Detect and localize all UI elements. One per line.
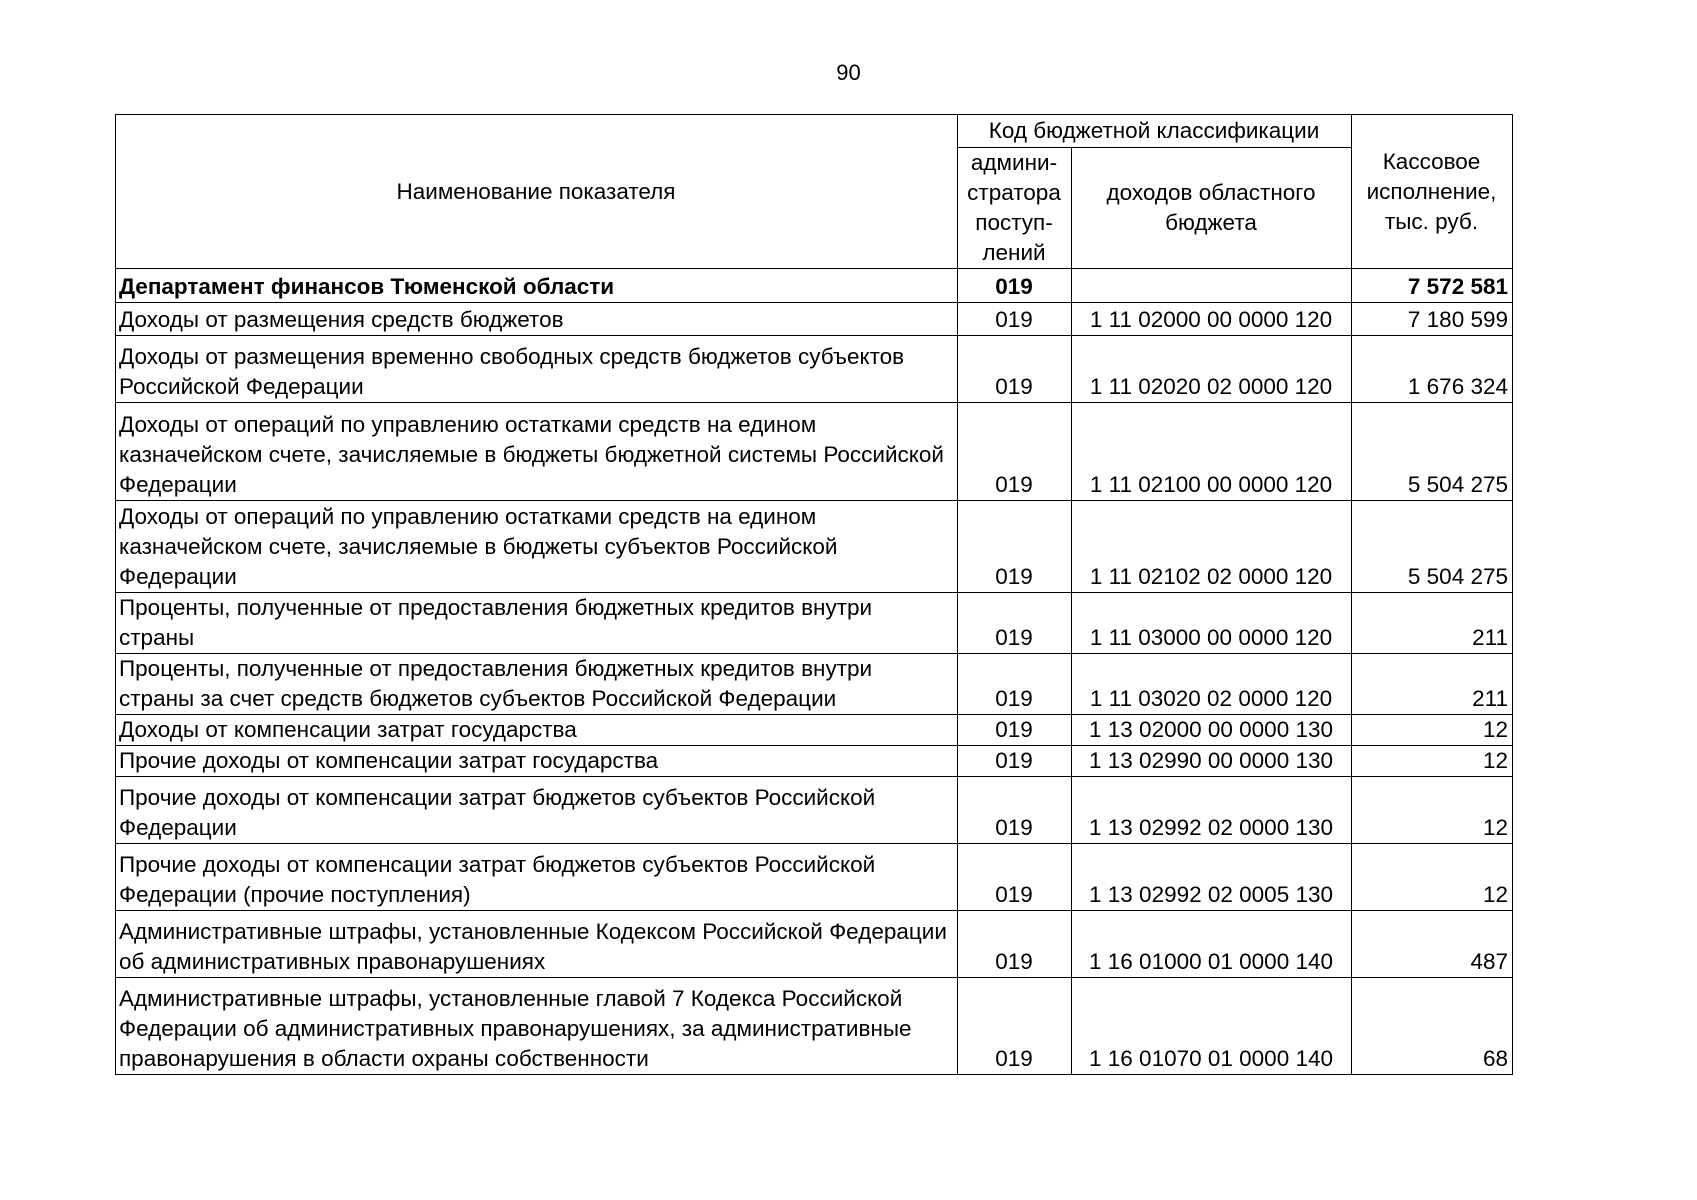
row-income-code-cell: 1 16 01000 01 0000 140	[1072, 911, 1352, 978]
table-row	[116, 715, 1513, 746]
row-name-cell: Проценты, полученные от предоставления бюджетных кредитов внутри страны за счет средств бюджетов субъектов Российской Федерации	[116, 654, 958, 715]
row-amount-cell: 487	[1352, 911, 1513, 978]
row-admin-code-cell: 019	[958, 911, 1072, 978]
row-income-code-cell: 1 11 02000 00 0000 120	[1072, 303, 1352, 336]
row-name-cell: Прочие доходы от компенсации затрат бюджетов субъектов Российской Федерации	[116, 777, 958, 844]
row-admin-code-cell: 019	[958, 303, 1072, 336]
row-name-cell: Доходы от операций по управлению остатками средств на едином казначейском счете, зачисляемые в бюджеты бюджетной системы Российской Федерации	[116, 403, 958, 501]
row-admin-code-cell: 019	[958, 777, 1072, 844]
table-row	[116, 501, 1513, 593]
table-row	[116, 978, 1513, 1075]
budget-revenue-table	[115, 114, 1513, 1075]
row-name-cell: Доходы от операций по управлению остатками средств на едином казначейском счете, зачисляемые в бюджеты субъектов Российской Федерации	[116, 501, 958, 593]
row-amount-cell: 12	[1352, 715, 1513, 746]
table-row	[116, 746, 1513, 777]
table-header	[116, 115, 1513, 269]
header-amount: Кассовое исполнение, тыс. руб.	[1352, 115, 1513, 269]
row-name-cell: Доходы от размещения временно свободных средств бюджетов субъектов Российской Федерации	[116, 336, 958, 403]
row-name-cell: Доходы от размещения средств бюджетов	[116, 303, 958, 336]
row-admin-code-cell: 019	[958, 746, 1072, 777]
table-body	[116, 269, 1513, 1075]
row-name-cell: Административные штрафы, установленные Кодексом Российской Федерации об административных правонарушениях	[116, 911, 958, 978]
row-admin-code-cell: 019	[958, 654, 1072, 715]
row-amount-cell: 68	[1352, 978, 1513, 1075]
row-income-code-cell: 1 16 01070 01 0000 140	[1072, 978, 1352, 1075]
table-row	[116, 403, 1513, 501]
table-row	[116, 336, 1513, 403]
row-admin-code-cell: 019	[958, 593, 1072, 654]
row-admin-code-cell: 019	[958, 269, 1072, 303]
row-admin-code-cell: 019	[958, 501, 1072, 593]
row-income-code-cell: 1 13 02990 00 0000 130	[1072, 746, 1352, 777]
row-name-cell: Доходы от компенсации затрат государства	[116, 715, 958, 746]
row-income-code-cell: 1 13 02992 02 0000 130	[1072, 777, 1352, 844]
row-admin-code-cell: 019	[958, 715, 1072, 746]
table-row	[116, 654, 1513, 715]
header-administrator: админи-стратора поступ-лений	[958, 148, 1072, 269]
row-admin-code-cell: 019	[958, 978, 1072, 1075]
table-row	[116, 303, 1513, 336]
row-admin-code-cell: 019	[958, 336, 1072, 403]
header-income-code: доходов областного бюджета	[1072, 148, 1352, 269]
row-name-cell: Прочие доходы от компенсации затрат государства	[116, 746, 958, 777]
page-number: 90	[836, 60, 861, 85]
row-admin-code-cell: 019	[958, 844, 1072, 911]
row-amount-cell: 211	[1352, 654, 1513, 715]
row-amount-cell: 7 572 581	[1352, 269, 1513, 303]
row-amount-cell: 7 180 599	[1352, 303, 1513, 336]
table-row	[116, 777, 1513, 844]
table-row	[116, 269, 1513, 303]
row-income-code-cell: 1 11 02020 02 0000 120	[1072, 336, 1352, 403]
row-income-code-cell: 1 11 02100 00 0000 120	[1072, 403, 1352, 501]
row-income-code-cell: 1 11 03000 00 0000 120	[1072, 593, 1352, 654]
table-row	[116, 593, 1513, 654]
row-income-code-cell: 1 13 02992 02 0005 130	[1072, 844, 1352, 911]
header-name: Наименование показателя	[116, 115, 958, 269]
row-income-code-cell: 1 11 02102 02 0000 120	[1072, 501, 1352, 593]
row-name-cell: Административные штрафы, установленные главой 7 Кодекса Российской Федерации об административных правонарушениях, за административные правонарушения в области охраны собственности	[116, 978, 958, 1075]
header-code-group: Код бюджетной классификации	[958, 115, 1352, 148]
row-name-cell: Проценты, полученные от предоставления бюджетных кредитов внутри страны	[116, 593, 958, 654]
row-income-code-cell: 1 13 02000 00 0000 130	[1072, 715, 1352, 746]
table-row	[116, 844, 1513, 911]
row-name-cell: Прочие доходы от компенсации затрат бюджетов субъектов Российской Федерации (прочие поступления)	[116, 844, 958, 911]
row-amount-cell: 211	[1352, 593, 1513, 654]
row-amount-cell: 1 676 324	[1352, 336, 1513, 403]
row-amount-cell: 12	[1352, 777, 1513, 844]
row-amount-cell: 12	[1352, 844, 1513, 911]
row-amount-cell: 12	[1352, 746, 1513, 777]
row-income-code-cell	[1072, 269, 1352, 303]
row-admin-code-cell: 019	[958, 403, 1072, 501]
row-name-cell: Департамент финансов Тюменской области	[116, 269, 958, 303]
row-income-code-cell: 1 11 03020 02 0000 120	[1072, 654, 1352, 715]
table-row	[116, 911, 1513, 978]
row-amount-cell: 5 504 275	[1352, 403, 1513, 501]
row-amount-cell: 5 504 275	[1352, 501, 1513, 593]
